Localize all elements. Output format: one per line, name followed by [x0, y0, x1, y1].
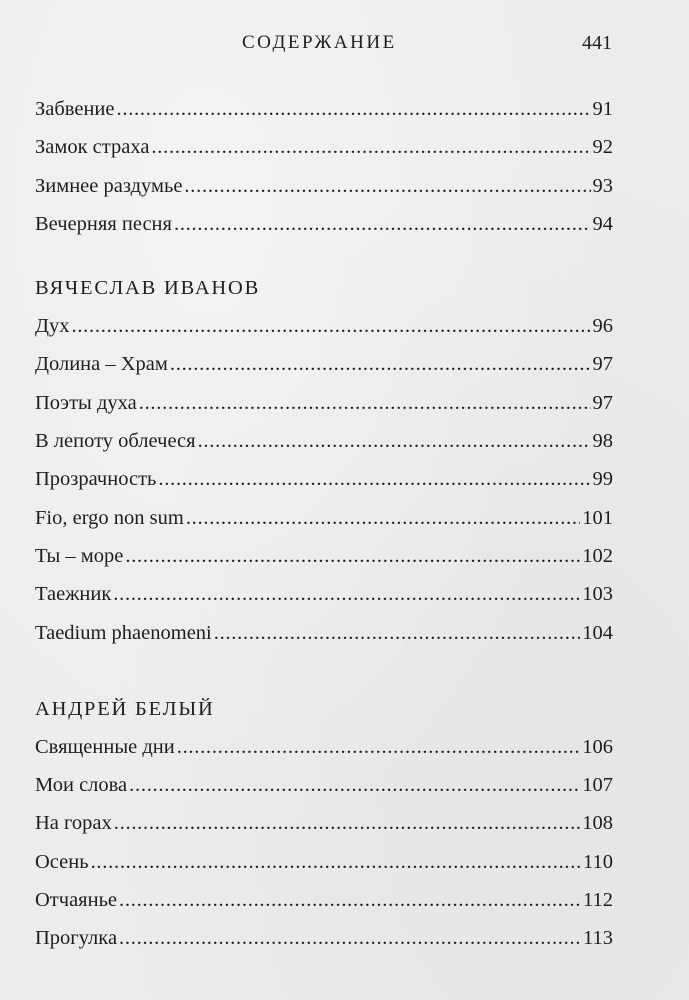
toc-entry-page: 99 [592, 468, 613, 491]
dot-leader [214, 614, 581, 652]
toc-entry [35, 614, 613, 652]
toc-entry [35, 843, 613, 881]
toc-entry-page: 92 [592, 136, 613, 159]
toc-entry-title: Осень [35, 850, 89, 873]
toc-entry [35, 167, 613, 205]
toc-entry-title: На горах [35, 812, 112, 835]
dot-leader [117, 90, 591, 128]
toc-entry-title: Долина – Храм [35, 353, 168, 376]
dot-leader [119, 919, 581, 957]
dot-leader [113, 575, 580, 613]
toc-entry-title: Вечерняя песня [35, 212, 172, 235]
toc-entry-title: В лепоту облечеся [35, 430, 196, 453]
dot-leader [119, 881, 581, 919]
section-heading-bely: АНДРЕЙ БЕЛЫЙ [35, 697, 215, 720]
dot-leader [129, 766, 580, 804]
toc-entry [35, 205, 613, 243]
toc-entry-title: Дух [35, 315, 70, 338]
toc-entry-page: 103 [582, 583, 613, 606]
dot-leader [170, 345, 591, 383]
toc-entry-title: Таежник [35, 583, 112, 606]
dot-leader [158, 460, 590, 498]
toc-entry-title: Поэты духа [35, 391, 137, 414]
toc-entry-title: Прогулка [35, 927, 118, 950]
toc-entry-page: 101 [582, 506, 613, 529]
toc-entry-title: Taedium phaenomeni [35, 621, 212, 644]
toc-entry [35, 766, 613, 804]
dot-leader [71, 307, 590, 345]
toc-entry [35, 881, 613, 919]
section-spacer [35, 243, 613, 269]
running-title: СОДЕРЖАНИЕ [242, 32, 397, 53]
toc-entry [35, 307, 613, 345]
toc-entry [35, 499, 613, 537]
toc-entry-page: 97 [592, 353, 613, 376]
toc-entry [35, 384, 613, 422]
toc-entry-page: 108 [582, 812, 613, 835]
running-head [0, 30, 689, 56]
toc-entry [35, 537, 613, 575]
toc-entry-title: Ты – море [35, 544, 124, 567]
dot-leader [139, 384, 591, 422]
toc-entry-page: 97 [592, 391, 613, 414]
toc-entry [35, 128, 613, 166]
toc-entry-page: 102 [582, 544, 613, 567]
toc-entry [35, 804, 613, 842]
toc-entry [35, 919, 613, 957]
toc-entry-page: 112 [583, 889, 613, 912]
table-of-contents [35, 90, 613, 958]
section-heading-ivanov: ВЯЧЕСЛАВ ИВАНОВ [35, 277, 261, 300]
toc-entry-page: 98 [592, 430, 613, 453]
toc-entry-page: 93 [592, 174, 613, 197]
toc-entry [35, 575, 613, 613]
dot-leader [184, 167, 590, 205]
toc-entry-page: 106 [582, 735, 613, 758]
toc-entry-title: Fio, ergo non sum [35, 506, 184, 529]
dot-leader [186, 499, 580, 537]
toc-entry-title: Прозрачность [35, 468, 157, 491]
dot-leader [91, 843, 581, 881]
toc-entry-page: 96 [592, 315, 613, 338]
toc-entry-title: Зимнее раздумье [35, 174, 183, 197]
page-number: 441 [582, 32, 612, 54]
toc-entry-page: 94 [592, 212, 613, 235]
toc-entry [35, 90, 613, 128]
section-spacer [35, 652, 613, 690]
toc-entry-title: Забвение [35, 98, 115, 120]
toc-entry-title: Отчаянье [35, 889, 118, 912]
toc-entry-title: Мои слова [35, 774, 128, 797]
toc-entry [35, 422, 613, 460]
dot-leader [114, 804, 580, 842]
toc-entry [35, 728, 613, 766]
toc-entry-page: 104 [582, 621, 613, 644]
toc-entry-page: 110 [583, 850, 613, 873]
toc-entry-title: Замок страха [35, 136, 150, 159]
toc-entry [35, 460, 613, 498]
toc-entry-page: 91 [592, 98, 613, 120]
dot-leader [174, 205, 591, 243]
toc-entry-page: 113 [583, 927, 613, 950]
toc-entry [35, 345, 613, 383]
dot-leader [151, 128, 590, 166]
toc-entry-page: 107 [582, 774, 613, 797]
dot-leader [125, 537, 580, 575]
dot-leader [177, 728, 581, 766]
dot-leader [198, 422, 591, 460]
toc-entry-title: Священные дни [35, 735, 175, 758]
